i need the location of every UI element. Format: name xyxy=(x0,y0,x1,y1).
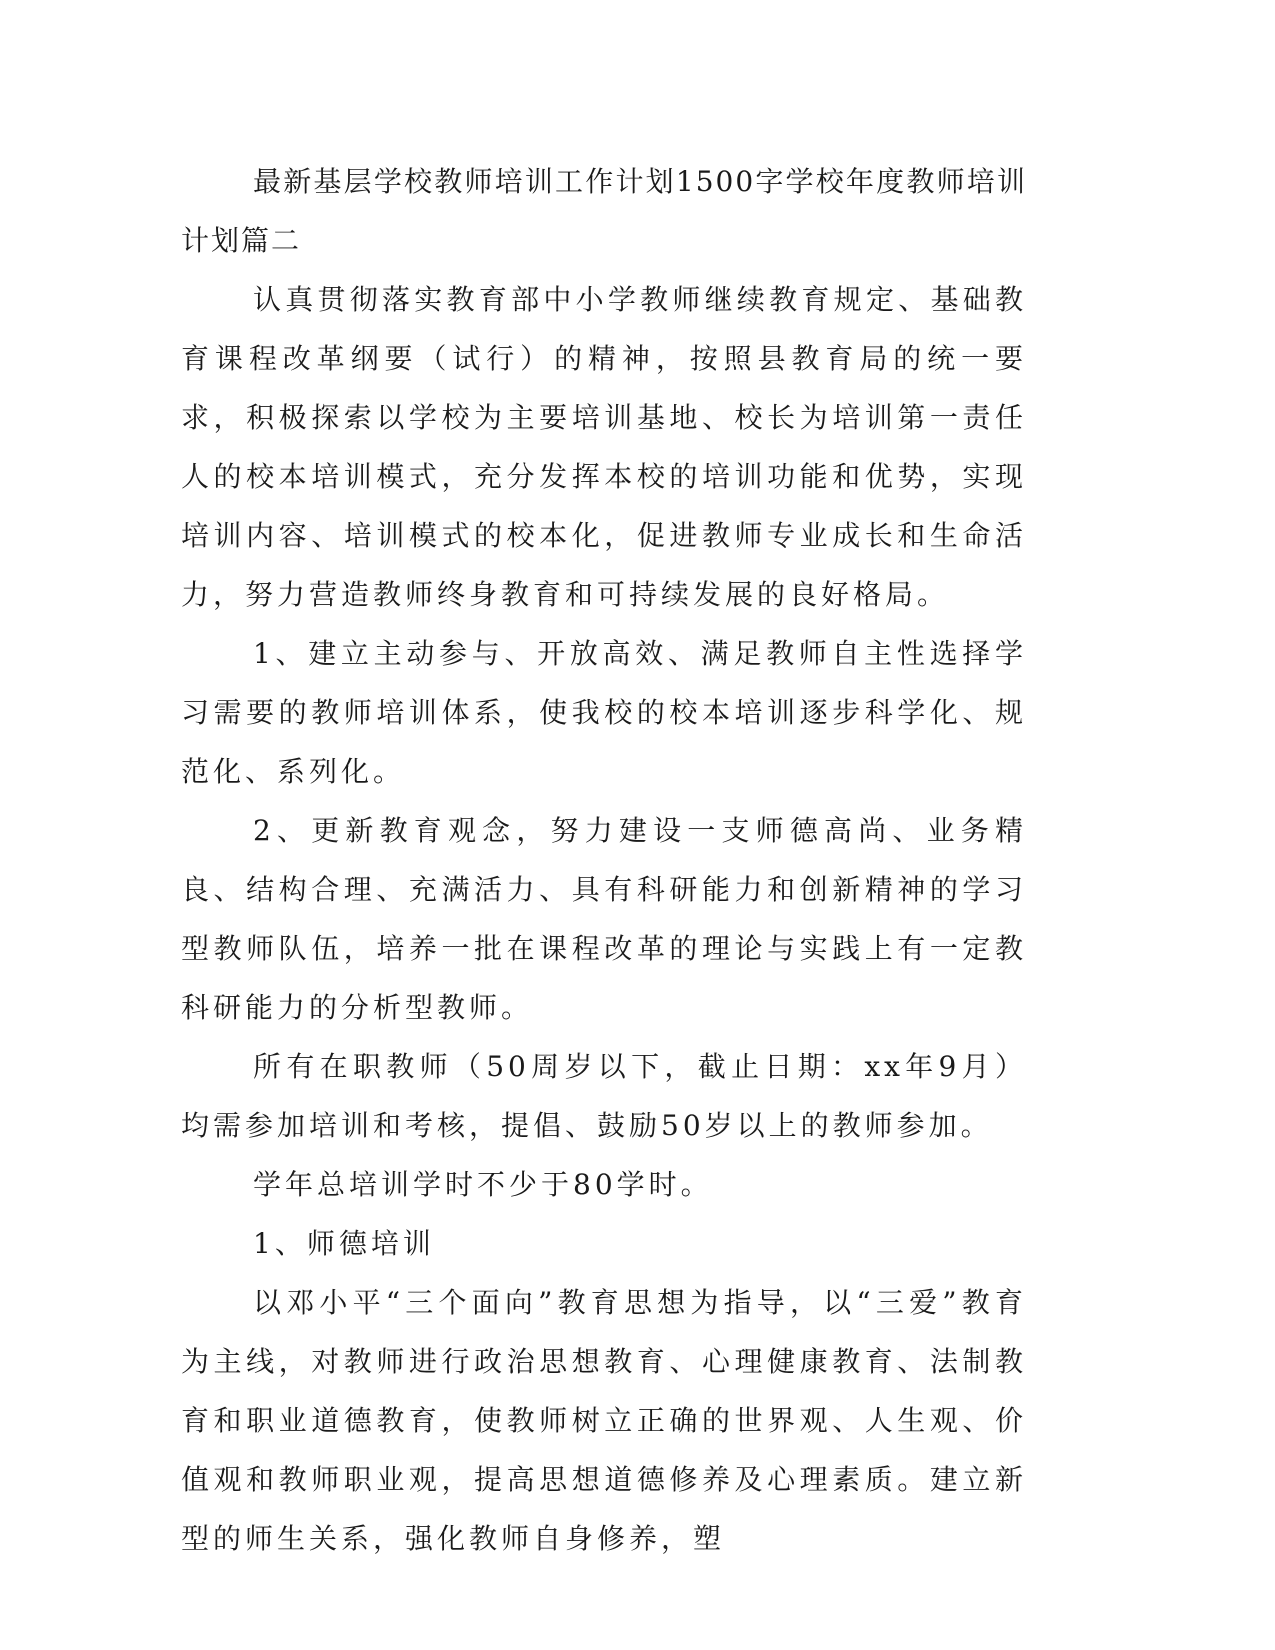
paragraph-goal-1: 1、建立主动参与、开放高效、满足教师自主性选择学习需要的教师培训体系，使我校的校本培训逐步科学化、规范化、系列化。 xyxy=(181,637,1027,788)
paragraph-goal-2: 2、更新教育观念，努力建设一支师德高尚、业务精良、结构合理、充满活力、具有科研能力和创新精神的学习型教师队伍，培养一批在课程改革的理论与实践上有一定教科研能力的分析型教师。 xyxy=(181,814,1027,1024)
paragraph-intro: 认真贯彻落实教育部中小学教师继续教育规定、基础教育课程改革纲要（试行）的精神，按照县教育局的统一要求，积极探索以学校为主要培训基地、校长为培训第一责任人的校本培训模式，充分发挥本校的培训功能和优势，实现培训内容、培训模式的校本化，促进教师专业成长和生命活力，努力营造教师终身教育和可持续发展的良好格局。 xyxy=(181,283,1027,611)
document-title: 最新基层学校教师培训工作计划1500字学校年度教师培训计划篇二 xyxy=(181,165,1027,257)
document-page xyxy=(181,152,1027,1568)
paragraph-hours: 学年总培训学时不少于80学时。 xyxy=(253,1168,713,1201)
paragraph-participants: 所有在职教师（50周岁以下，截止日期：xx年9月）均需参加培训和考核，提倡、鼓励50岁以上的教师参加。 xyxy=(181,1050,1027,1142)
paragraph-ethics: 以邓小平“三个面向”教育思想为指导，以“三爱”教育为主线，对教师进行政治思想教育、心理健康教育、法制教育和职业道德教育，使教师树立正确的世界观、人生观、价值观和教师职业观，提高思想道德修养及心理素质。建立新型的师生关系，强化教师自身修养，塑 xyxy=(181,1286,1027,1555)
section-heading-ethics: 1、师德培训 xyxy=(253,1227,435,1260)
